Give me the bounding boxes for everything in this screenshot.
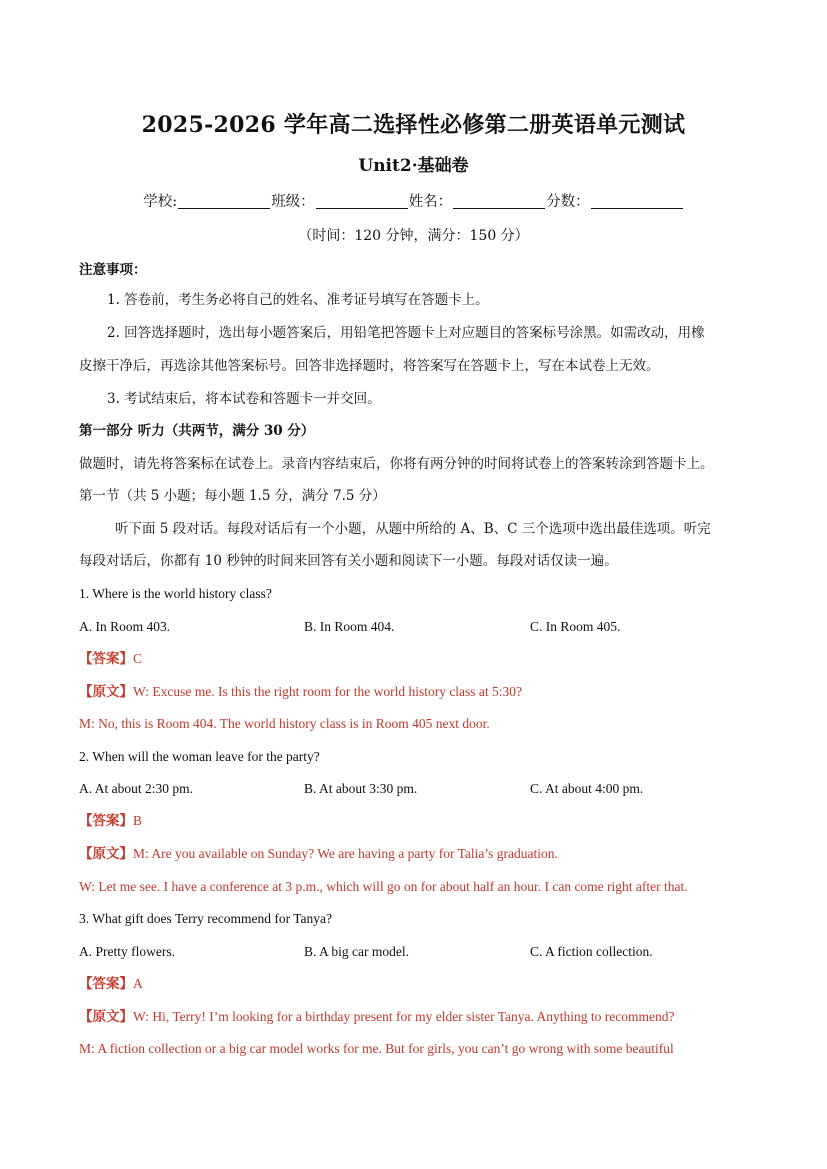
instructions-line-1: 听下面 5 段对话。每段对话后有一个小题，从题中所给的 A、B、C 三个选项中选出最佳选项。听完 bbox=[115, 521, 711, 537]
name-blank[interactable] bbox=[453, 193, 545, 209]
question-1-answer bbox=[79, 650, 142, 668]
question-2-transcript-line-2: W: Let me see. I have a conference at 3 p.m., which will go on for about half an hour. I can come right after that. bbox=[79, 879, 688, 894]
answer-value: A bbox=[133, 976, 143, 991]
section1-heading: 第一节（共 5 小题；每小题 1.5 分，满分 7.5 分） bbox=[79, 488, 386, 504]
class-label: 班级： bbox=[271, 194, 315, 210]
instructions-line-2: 每段对话后，你都有 10 秒钟的时间来回答有关小题和阅读下一小题。每段对话仅读一遍。 bbox=[79, 553, 618, 569]
part1-intro: 做题时，请先将答案标在试卷上。录音内容结束后，你将有两分钟的时间将试卷上的答案转涂到答题卡上。 bbox=[79, 456, 714, 472]
note-item-2-line-1: 2. 回答选择题时，选出每小题答案后，用铅笔把答题卡上对应题目的答案标号涂黑。如需改动，用橡 bbox=[107, 325, 705, 341]
answer-value: C bbox=[133, 651, 143, 666]
question-3-option-a: A. Pretty flowers. bbox=[79, 944, 175, 959]
question-2-stem: 2. When will the woman leave for the party? bbox=[79, 749, 320, 764]
question-1-option-a: A. In Room 403. bbox=[79, 619, 171, 634]
part1-heading: 第一部分 听力（共两节，满分 30 分） bbox=[79, 423, 315, 439]
student-info-row bbox=[0, 193, 827, 211]
question-2-option-a: A. At about 2:30 pm. bbox=[79, 781, 193, 796]
answer-label: 【答案】 bbox=[79, 976, 133, 992]
question-1-option-c: C. In Room 405. bbox=[530, 619, 621, 634]
score-label: 分数： bbox=[546, 194, 590, 210]
question-3-answer bbox=[79, 975, 143, 993]
question-3-stem: 3. What gift does Terry recommend for Tanya? bbox=[79, 911, 333, 926]
question-2-transcript bbox=[79, 845, 558, 863]
question-3-transcript-line-2: M: A fiction collection or a big car model works for me. But for girls, you can’t go wrong with some beautiful bbox=[79, 1041, 674, 1056]
note-item-1: 1. 答卷前，考生务必将自己的姓名、准考证号填写在答题卡上。 bbox=[107, 292, 489, 308]
class-blank[interactable] bbox=[316, 193, 408, 209]
question-1-stem: 1. Where is the world history class? bbox=[79, 586, 272, 601]
transcript-label: 【原文】 bbox=[79, 684, 133, 700]
transcript-label: 【原文】 bbox=[79, 846, 133, 862]
page-subtitle: Unit2·基础卷 bbox=[358, 156, 469, 176]
note-item-3: 3. 考试结束后，将本试卷和答题卡一并交回。 bbox=[107, 391, 381, 407]
name-label: 姓名： bbox=[408, 194, 453, 210]
page-title: 2025-2026 学年高二选择性必修第二册英语单元测试 bbox=[141, 112, 686, 138]
answer-label: 【答案】 bbox=[79, 813, 133, 829]
question-3-transcript bbox=[79, 1008, 674, 1026]
answer-value: B bbox=[133, 813, 143, 828]
school-label: 学校: bbox=[143, 194, 178, 210]
question-1-transcript bbox=[79, 683, 522, 701]
question-2-option-c: C. At about 4:00 pm. bbox=[530, 781, 644, 796]
note-item-2-line-2: 皮擦干净后，再选涂其他答案标号。回答非选择题时，将答案写在答题卡上，写在本试卷上无效。 bbox=[79, 358, 660, 374]
transcript-line-1: M: Are you available on Sunday? We are having a party for Talia’s graduation. bbox=[133, 846, 558, 861]
question-3-option-c: C. A fiction collection. bbox=[530, 944, 653, 959]
answer-label: 【答案】 bbox=[79, 651, 133, 667]
question-1-option-b: B. In Room 404. bbox=[304, 619, 395, 634]
transcript-line-1: W: Excuse me. Is this the right room for the world history class at 5:30? bbox=[133, 684, 523, 699]
score-blank[interactable] bbox=[591, 193, 683, 209]
notes-heading: 注意事项： bbox=[79, 262, 147, 278]
transcript-line-1: W: Hi, Terry! I’m looking for a birthday present for my elder sister Tanya. Anything to recommend? bbox=[133, 1009, 675, 1024]
question-2-answer bbox=[79, 812, 142, 830]
question-2-option-b: B. At about 3:30 pm. bbox=[304, 781, 418, 796]
question-3-option-b: B. A big car model. bbox=[304, 944, 409, 959]
school-blank[interactable] bbox=[178, 193, 270, 209]
transcript-label: 【原文】 bbox=[79, 1009, 133, 1025]
question-1-transcript-line-2: M: No, this is Room 404. The world history class is in Room 405 next door. bbox=[79, 716, 490, 731]
exam-time: （时间：120 分钟，满分：150 分） bbox=[298, 228, 529, 244]
